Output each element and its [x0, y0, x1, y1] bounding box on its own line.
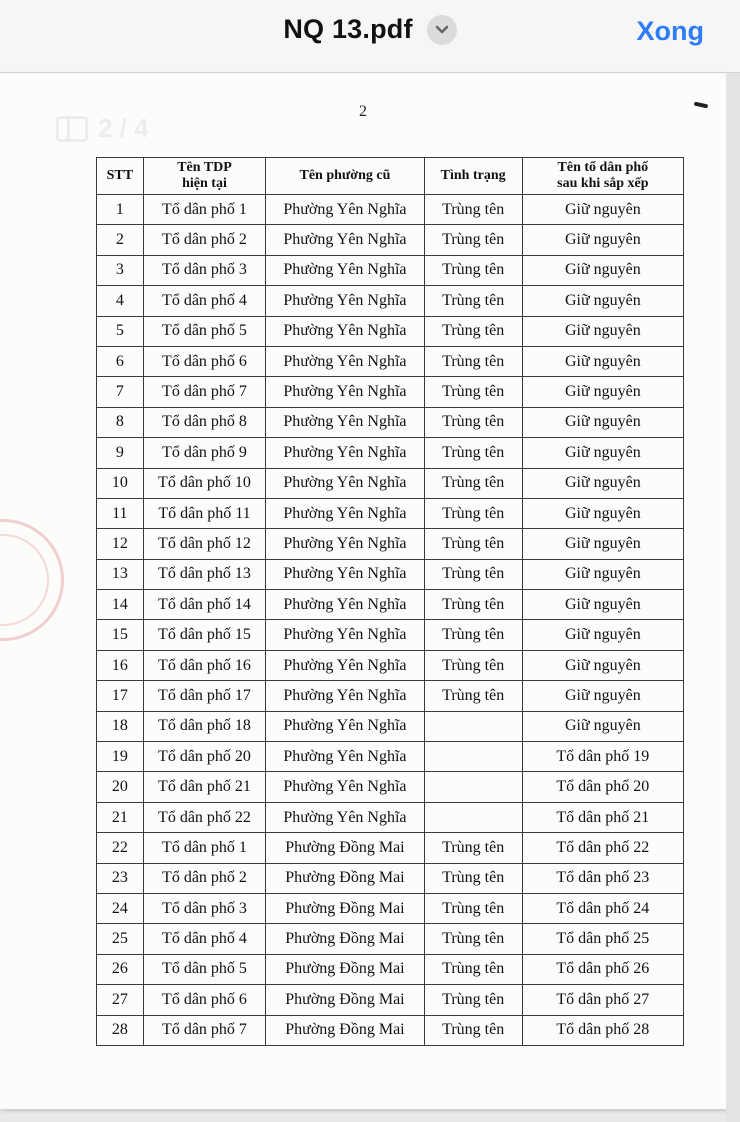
- cell-status: Trùng tên: [424, 468, 522, 498]
- table-row: [97, 620, 684, 650]
- table-row: [97, 954, 684, 984]
- table-row: [97, 681, 684, 711]
- cell-new-name: Giữ nguyên: [522, 529, 683, 559]
- table-row: [97, 863, 684, 893]
- cell-current-name: Tổ dân phố 16: [143, 650, 266, 680]
- header-old-ward: Tên phường cũ: [266, 158, 424, 195]
- cell-status: Trùng tên: [424, 620, 522, 650]
- cell-current-name: Tổ dân phố 12: [143, 529, 266, 559]
- cell-current-name: Tổ dân phố 1: [143, 195, 266, 225]
- cell-status: Trùng tên: [424, 681, 522, 711]
- header-new-name-line1: Tên tổ dân phố: [557, 160, 649, 175]
- cell-new-name: Tổ dân phố 24: [522, 893, 683, 923]
- table-row: [97, 590, 684, 620]
- seal-stamp: [0, 519, 64, 641]
- cell-current-name: Tổ dân phố 9: [143, 438, 266, 468]
- cell-new-name: Tổ dân phố 23: [522, 863, 683, 893]
- table-row: [97, 924, 684, 954]
- cell-current-name: Tổ dân phố 4: [143, 286, 266, 316]
- top-toolbar: [0, 0, 740, 73]
- cell-stt: 8: [97, 407, 144, 437]
- table-row: [97, 711, 684, 741]
- cell-old-ward: Phường Đồng Mai: [266, 863, 424, 893]
- cell-stt: 18: [97, 711, 144, 741]
- table-row: [97, 650, 684, 680]
- cell-status: Trùng tên: [424, 255, 522, 285]
- cell-new-name: Giữ nguyên: [522, 438, 683, 468]
- cell-new-name: Tổ dân phố 25: [522, 924, 683, 954]
- table-row: [97, 286, 684, 316]
- cell-current-name: Tổ dân phố 17: [143, 681, 266, 711]
- cell-current-name: Tổ dân phố 14: [143, 590, 266, 620]
- cell-new-name: Giữ nguyên: [522, 590, 683, 620]
- cell-stt: 17: [97, 681, 144, 711]
- table-row: [97, 346, 684, 376]
- cell-current-name: Tổ dân phố 8: [143, 407, 266, 437]
- cell-stt: 27: [97, 985, 144, 1015]
- cell-old-ward: Phường Yên Nghĩa: [266, 772, 424, 802]
- table-row: [97, 893, 684, 923]
- cell-status: Trùng tên: [424, 438, 522, 468]
- cell-new-name: Tổ dân phố 26: [522, 954, 683, 984]
- cell-old-ward: Phường Yên Nghĩa: [266, 559, 424, 589]
- cell-old-ward: Phường Yên Nghĩa: [266, 225, 424, 255]
- pdf-page[interactable]: [0, 73, 726, 1109]
- cell-stt: 13: [97, 559, 144, 589]
- cell-status: Trùng tên: [424, 498, 522, 528]
- table-body: [97, 195, 684, 1046]
- cell-current-name: Tổ dân phố 11: [143, 498, 266, 528]
- cell-status: [424, 742, 522, 772]
- cell-status: Trùng tên: [424, 863, 522, 893]
- cell-stt: 5: [97, 316, 144, 346]
- cell-current-name: Tổ dân phố 2: [143, 225, 266, 255]
- cell-old-ward: Phường Yên Nghĩa: [266, 407, 424, 437]
- table-row: [97, 772, 684, 802]
- cell-status: Trùng tên: [424, 590, 522, 620]
- header-stt: STT: [97, 158, 144, 195]
- cell-old-ward: Phường Yên Nghĩa: [266, 650, 424, 680]
- header-status: Tình trạng: [424, 158, 522, 195]
- cell-old-ward: Phường Đồng Mai: [266, 924, 424, 954]
- cell-stt: 10: [97, 468, 144, 498]
- cell-current-name: Tổ dân phố 22: [143, 802, 266, 832]
- cell-stt: 3: [97, 255, 144, 285]
- cell-new-name: Tổ dân phố 22: [522, 833, 683, 863]
- cell-old-ward: Phường Yên Nghĩa: [266, 711, 424, 741]
- cell-new-name: Tổ dân phố 19: [522, 742, 683, 772]
- cell-current-name: Tổ dân phố 3: [143, 893, 266, 923]
- cell-stt: 12: [97, 529, 144, 559]
- cell-current-name: Tổ dân phố 2: [143, 863, 266, 893]
- table-row: [97, 1015, 684, 1045]
- table-row: [97, 438, 684, 468]
- cell-status: Trùng tên: [424, 954, 522, 984]
- cell-status: Trùng tên: [424, 985, 522, 1015]
- cell-status: Trùng tên: [424, 924, 522, 954]
- cell-new-name: Tổ dân phố 27: [522, 985, 683, 1015]
- cell-status: Trùng tên: [424, 833, 522, 863]
- cell-stt: 15: [97, 620, 144, 650]
- cell-new-name: Giữ nguyên: [522, 225, 683, 255]
- table-row: [97, 407, 684, 437]
- cell-new-name: Tổ dân phố 28: [522, 1015, 683, 1045]
- cell-current-name: Tổ dân phố 6: [143, 346, 266, 376]
- cell-new-name: Giữ nguyên: [522, 377, 683, 407]
- table-header-row: [97, 158, 684, 195]
- table-row: [97, 316, 684, 346]
- table-row: [97, 529, 684, 559]
- cell-old-ward: Phường Yên Nghĩa: [266, 681, 424, 711]
- cell-old-ward: Phường Yên Nghĩa: [266, 316, 424, 346]
- table-row: [97, 559, 684, 589]
- table-row: [97, 255, 684, 285]
- cell-status: Trùng tên: [424, 286, 522, 316]
- chevron-down-icon: [435, 25, 449, 35]
- cell-stt: 4: [97, 286, 144, 316]
- cell-new-name: Tổ dân phố 20: [522, 772, 683, 802]
- table-row: [97, 468, 684, 498]
- cell-status: Trùng tên: [424, 529, 522, 559]
- cell-old-ward: Phường Yên Nghĩa: [266, 590, 424, 620]
- table-row: [97, 377, 684, 407]
- cell-stt: 11: [97, 498, 144, 528]
- cell-status: [424, 772, 522, 802]
- cell-old-ward: Phường Yên Nghĩa: [266, 377, 424, 407]
- page-number: 2: [359, 103, 367, 120]
- cell-current-name: Tổ dân phố 15: [143, 620, 266, 650]
- cell-old-ward: Phường Yên Nghĩa: [266, 802, 424, 832]
- cell-current-name: Tổ dân phố 20: [143, 742, 266, 772]
- cell-current-name: Tổ dân phố 13: [143, 559, 266, 589]
- cell-new-name: Giữ nguyên: [522, 286, 683, 316]
- cell-status: Trùng tên: [424, 407, 522, 437]
- cell-current-name: Tổ dân phố 7: [143, 1015, 266, 1045]
- cell-stt: 6: [97, 346, 144, 376]
- cell-status: Trùng tên: [424, 893, 522, 923]
- cell-new-name: Giữ nguyên: [522, 681, 683, 711]
- cell-status: Trùng tên: [424, 346, 522, 376]
- cell-new-name: Giữ nguyên: [522, 316, 683, 346]
- cell-stt: 24: [97, 893, 144, 923]
- page-edge: [726, 73, 740, 1122]
- cell-current-name: Tổ dân phố 3: [143, 255, 266, 285]
- table-row: [97, 833, 684, 863]
- cell-new-name: Giữ nguyên: [522, 620, 683, 650]
- cell-new-name: Giữ nguyên: [522, 195, 683, 225]
- done-button[interactable]: Xong: [636, 16, 704, 46]
- table-row: [97, 985, 684, 1015]
- cell-status: Trùng tên: [424, 195, 522, 225]
- cell-new-name: Giữ nguyên: [522, 468, 683, 498]
- cell-new-name: Tổ dân phố 21: [522, 802, 683, 832]
- cell-current-name: Tổ dân phố 18: [143, 711, 266, 741]
- cell-status: Trùng tên: [424, 559, 522, 589]
- cell-status: Trùng tên: [424, 650, 522, 680]
- cell-old-ward: Phường Đồng Mai: [266, 954, 424, 984]
- header-current-name-line2: hiện tại: [182, 176, 227, 191]
- cell-stt: 21: [97, 802, 144, 832]
- cell-status: Trùng tên: [424, 377, 522, 407]
- cell-stt: 7: [97, 377, 144, 407]
- cell-old-ward: Phường Đồng Mai: [266, 833, 424, 863]
- cell-stt: 25: [97, 924, 144, 954]
- cell-stt: 20: [97, 772, 144, 802]
- cell-new-name: Giữ nguyên: [522, 650, 683, 680]
- cell-stt: 9: [97, 438, 144, 468]
- header-new-name-line2: sau khi sắp xếp: [557, 176, 649, 191]
- header-current-name-line1: Tên TDP: [177, 160, 232, 175]
- cell-status: Trùng tên: [424, 225, 522, 255]
- cell-current-name: Tổ dân phố 4: [143, 924, 266, 954]
- table-row: [97, 498, 684, 528]
- cell-current-name: Tổ dân phố 5: [143, 954, 266, 984]
- cell-stt: 23: [97, 863, 144, 893]
- cell-new-name: Giữ nguyên: [522, 498, 683, 528]
- cell-old-ward: Phường Yên Nghĩa: [266, 468, 424, 498]
- cell-old-ward: Phường Đồng Mai: [266, 1015, 424, 1045]
- cell-current-name: Tổ dân phố 21: [143, 772, 266, 802]
- table-row: [97, 742, 684, 772]
- page-indicator-text: 2 / 4: [98, 113, 149, 143]
- table-row: [97, 195, 684, 225]
- cell-current-name: Tổ dân phố 7: [143, 377, 266, 407]
- cell-status: [424, 802, 522, 832]
- document-title[interactable]: NQ 13.pdf: [283, 14, 413, 44]
- cell-old-ward: Phường Yên Nghĩa: [266, 742, 424, 772]
- cell-status: Trùng tên: [424, 1015, 522, 1045]
- cell-status: Trùng tên: [424, 316, 522, 346]
- cell-new-name: Giữ nguyên: [522, 407, 683, 437]
- cell-stt: 14: [97, 590, 144, 620]
- cell-stt: 1: [97, 195, 144, 225]
- cell-new-name: Giữ nguyên: [522, 711, 683, 741]
- cell-stt: 16: [97, 650, 144, 680]
- cell-old-ward: Phường Yên Nghĩa: [266, 195, 424, 225]
- cell-stt: 28: [97, 1015, 144, 1045]
- cell-stt: 26: [97, 954, 144, 984]
- title-menu-button[interactable]: [427, 15, 457, 45]
- title-group[interactable]: [0, 14, 740, 45]
- cell-status: [424, 711, 522, 741]
- cell-new-name: Giữ nguyên: [522, 346, 683, 376]
- table-row: [97, 225, 684, 255]
- cell-old-ward: Phường Yên Nghĩa: [266, 529, 424, 559]
- cell-current-name: Tổ dân phố 6: [143, 985, 266, 1015]
- table-row: [97, 802, 684, 832]
- cell-old-ward: Phường Yên Nghĩa: [266, 346, 424, 376]
- cell-new-name: Giữ nguyên: [522, 559, 683, 589]
- header-new-name: [522, 158, 683, 195]
- cell-old-ward: Phường Yên Nghĩa: [266, 255, 424, 285]
- header-current-name: [143, 158, 266, 195]
- tdp-table: [96, 157, 684, 1046]
- cell-current-name: Tổ dân phố 5: [143, 316, 266, 346]
- cell-old-ward: Phường Yên Nghĩa: [266, 498, 424, 528]
- cell-old-ward: Phường Yên Nghĩa: [266, 438, 424, 468]
- cell-old-ward: Phường Yên Nghĩa: [266, 286, 424, 316]
- cell-old-ward: Phường Đồng Mai: [266, 893, 424, 923]
- cell-current-name: Tổ dân phố 10: [143, 468, 266, 498]
- cell-stt: 2: [97, 225, 144, 255]
- cell-stt: 19: [97, 742, 144, 772]
- cell-stt: 22: [97, 833, 144, 863]
- cell-new-name: Giữ nguyên: [522, 255, 683, 285]
- cell-current-name: Tổ dân phố 1: [143, 833, 266, 863]
- cell-old-ward: Phường Yên Nghĩa: [266, 620, 424, 650]
- cell-old-ward: Phường Đồng Mai: [266, 985, 424, 1015]
